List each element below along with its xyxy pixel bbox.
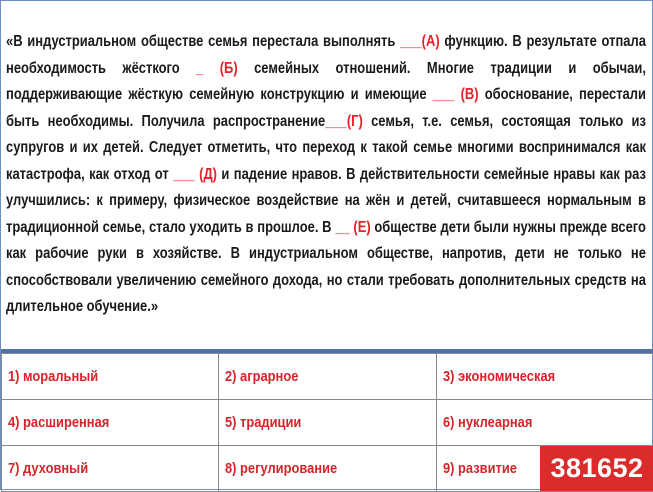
passage-text: обоснование, перестали быть необходимы. Получила распространение (6, 86, 646, 130)
answer-option: 4) расширенная (2, 400, 219, 446)
blank-d: ___ (Д) (173, 166, 217, 183)
passage-text: функцию. В результате отпала необходимость жёсткого (6, 33, 646, 77)
answer-option: 5) традиции (219, 400, 436, 446)
task-passage (6, 29, 646, 321)
blank-v: ___ (В) (433, 86, 479, 103)
passage-text: и падение нравов. В действительности семейные нравы как раз улучшились: к примеру, физическое воздействие на жён и детей, считавшееся нормальным в традиционной семье, стало уходить в прошлое. В (6, 166, 646, 236)
blank-a: ___(А) (400, 33, 440, 50)
passage-text: обществе дети были нужны прежде всего как рабочие руки в хозяйстве. В индустриальном обществе, напротив, дети не только не способствовали увеличению семейного дохода, но стали требовать дополнительных средств на длительное обучение.» (6, 219, 646, 316)
answer-option: 9) развитие (436, 446, 653, 492)
blank-g: ___(Г) (325, 113, 363, 130)
passage-text: семейных отношений. Многие традиции и обычаи, поддерживающие жёсткую семейную конструкцию и имеющие (6, 60, 646, 104)
passage-text: «В индустриальном обществе семья перестала выполнять (6, 33, 400, 50)
table-row (2, 400, 653, 446)
table-row (2, 354, 653, 400)
answer-option: 7) духовный (2, 446, 219, 492)
blank-b: _ (Б) (196, 60, 238, 77)
passage-text: семья, т.е. семья, состоящая только из супругов и их детей. Следует отметить, что переход к такой семье многими воспринимался как катастрофа, как отход от (6, 113, 646, 183)
blank-e: __ (Е) (335, 219, 370, 236)
answer-option: 8) регулирование (219, 446, 436, 492)
answer-option: 1) моральный (2, 354, 219, 400)
answer-option: 2) аграрное (219, 354, 436, 400)
answer-option: 6) нуклеарная (436, 400, 653, 446)
id-stamp: 381652 (540, 446, 653, 491)
answer-option: 3) экономическая (436, 354, 653, 400)
